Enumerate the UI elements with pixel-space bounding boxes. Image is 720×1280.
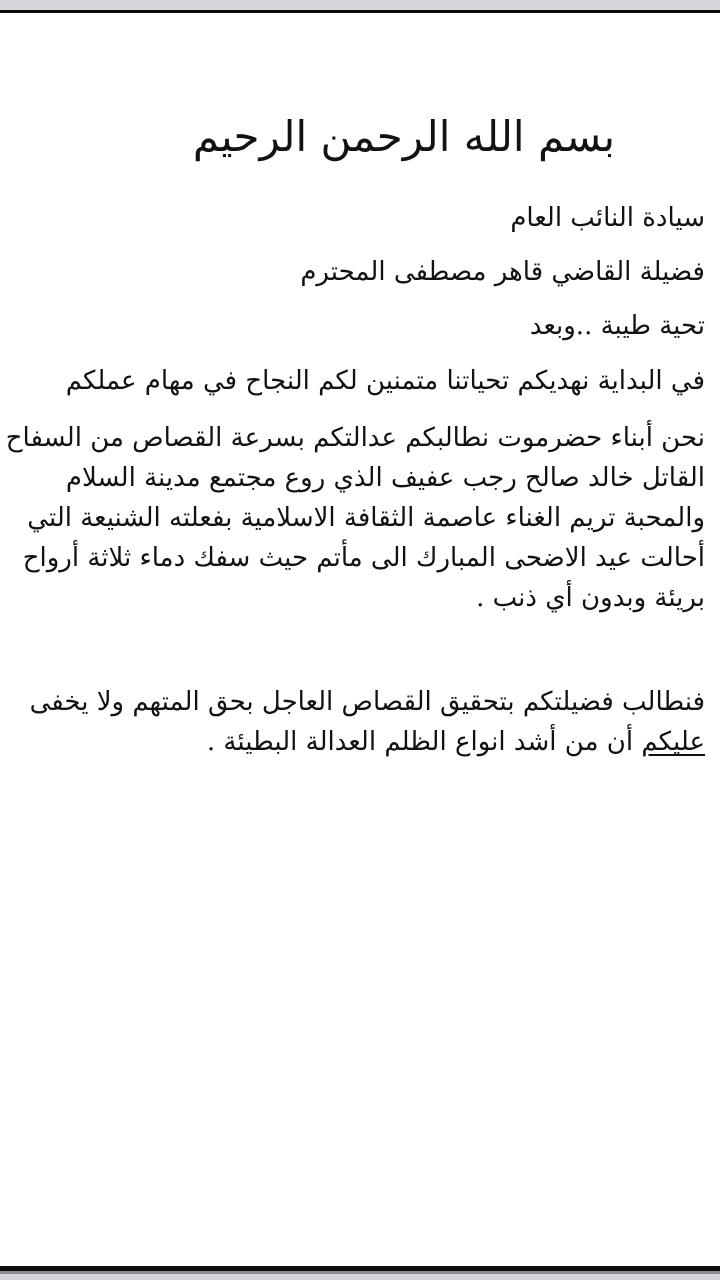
body-paragraph-1 xyxy=(6,418,705,618)
paragraph-line: والمحبة تريم الغناء عاصمة الثقافة الاسلامية بفعلته الشنيعة التي xyxy=(27,503,705,533)
document-title: بسم الله الرحمن الرحيم xyxy=(192,112,616,161)
top-bar xyxy=(0,0,720,13)
paragraph-line: بريئة وبدون أي ذنب . xyxy=(476,583,705,613)
paragraph-line: أحالت عيد الاضحى المبارك الى مأتم حيث سفك دماء ثلاثة أرواح xyxy=(22,543,705,573)
paragraph-line: نحن أبناء حضرموت نطالبكم عدالتكم بسرعة القصاص من السفاح xyxy=(5,423,705,453)
underlined-word: عليكم xyxy=(641,727,705,757)
greeting-line-salutation: تحية طيبة ..وبعد xyxy=(529,311,705,341)
greeting-line-wishes: في البداية نهديكم تحياتنا متمنين لكم النجاح في مهام عملكم xyxy=(65,366,705,396)
paragraph-line xyxy=(30,722,705,762)
paragraph-line: القاتل خالد صالح رجب عفيف الذي روع مجتمع مدينة السلام xyxy=(65,463,705,493)
bottom-light-bar xyxy=(0,1274,720,1280)
body-paragraph-2 xyxy=(30,682,705,762)
greeting-line-judge-name: فضيلة القاضي قاهر مصطفى المحترم xyxy=(300,257,705,287)
paragraph-line: فنطالب فضيلتكم بتحقيق القصاص العاجل بحق المتهم ولا يخفى xyxy=(29,687,705,717)
paragraph-line-rest: أن من أشد انواع الظلم العدالة البطيئة . xyxy=(206,727,642,757)
greeting-line-attorney-general: سيادة النائب العام xyxy=(510,203,705,233)
bottom-bar xyxy=(0,1266,720,1280)
